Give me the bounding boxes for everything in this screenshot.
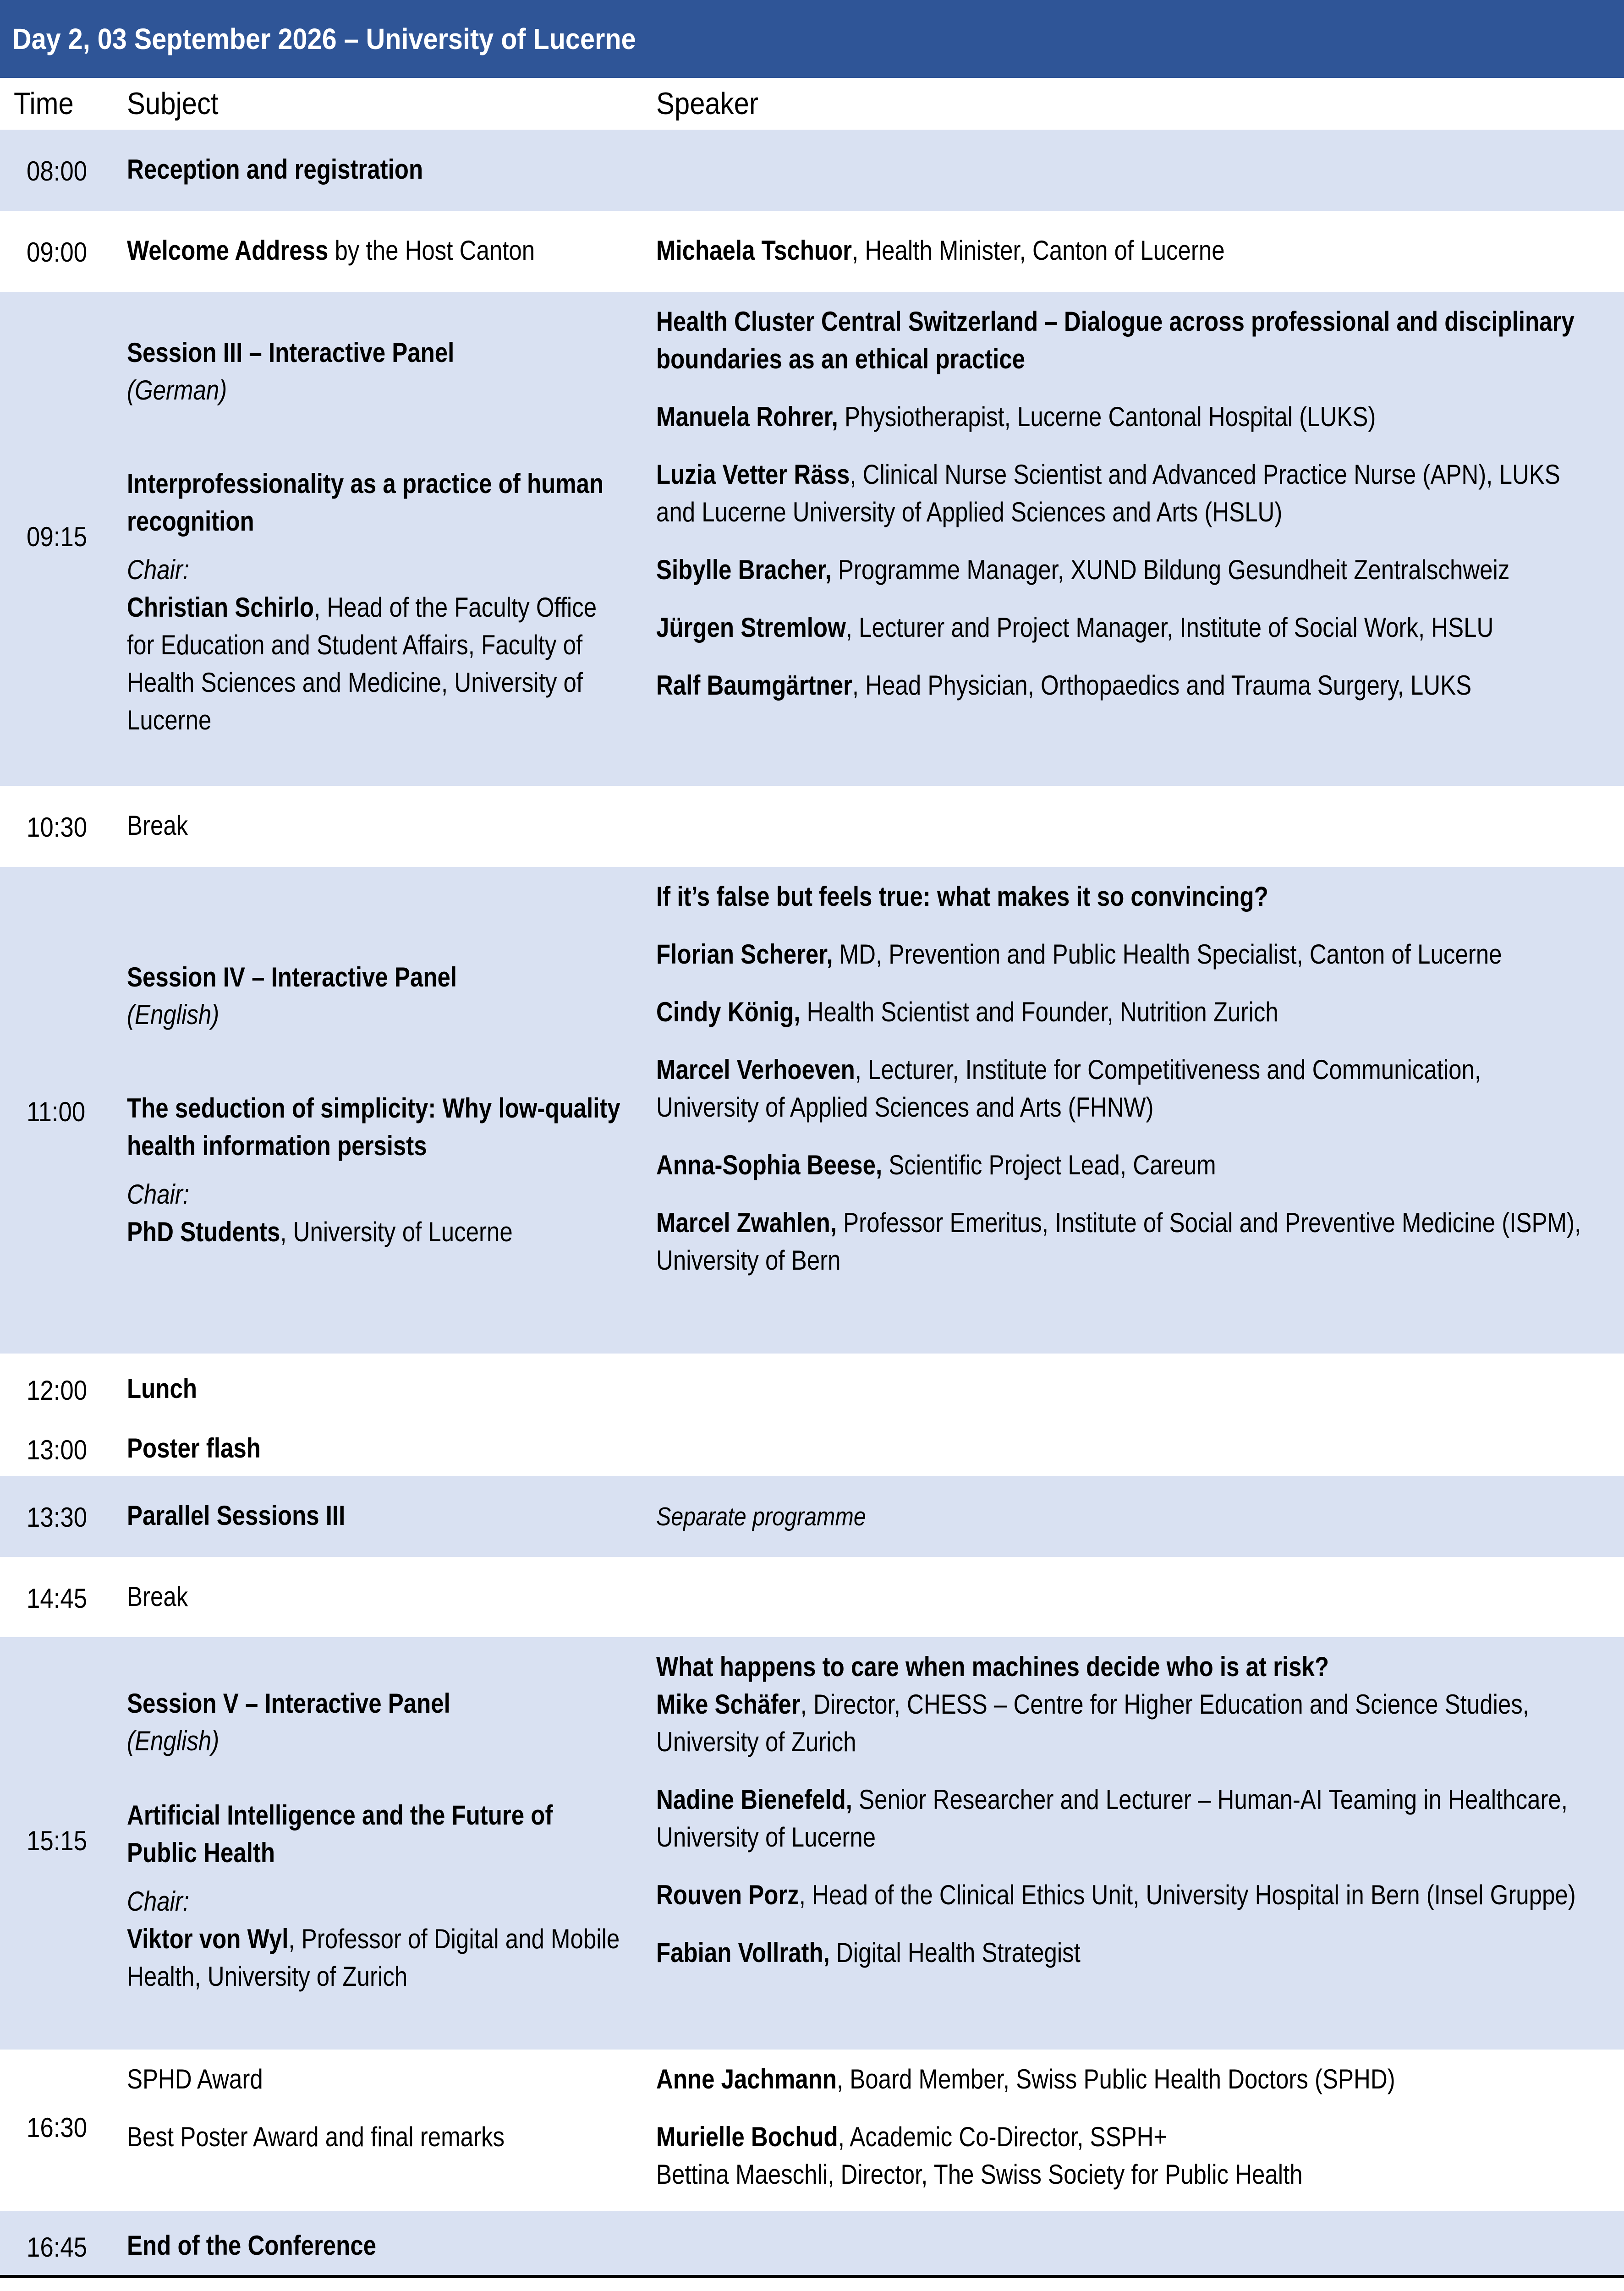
subject-cell: Reception and registration xyxy=(127,154,423,185)
speaker-entry xyxy=(656,1686,1583,1761)
chair-name: PhD Students xyxy=(127,1217,280,1247)
subject-cell xyxy=(127,232,624,269)
subject-cell: Parallel Sessions III xyxy=(127,1500,346,1531)
speaker-entry xyxy=(656,1781,1583,1856)
speaker-entry xyxy=(656,1934,1583,1972)
speaker-name: Anna-Sophia Beese, xyxy=(656,1150,883,1180)
speaker-entry xyxy=(656,1146,1583,1184)
speaker-role: Physiotherapist, Lucerne Cantonal Hospital (LUKS) xyxy=(838,401,1376,432)
session-topic: Interprofessionality as a practice of human recognition xyxy=(127,468,604,537)
speaker-cell xyxy=(656,232,1583,269)
speaker-role: Professor Emeritus, Institute of Social and Preventive Medicine (ISPM), University of Bern xyxy=(656,1207,1581,1276)
speaker-role: , Head of the Clinical Ethics Unit, University Hospital in Bern (Insel Gruppe) xyxy=(799,1880,1576,1910)
speaker-name: Fabian Vollrath, xyxy=(656,1937,830,1968)
row-1630 xyxy=(0,2050,1624,2211)
speaker-name: Marcel Verhoeven xyxy=(656,1054,855,1085)
speaker-entry xyxy=(656,609,1583,647)
panel-title: Health Cluster Central Switzerland – Dialogue across professional and disciplinary boundaries as an ethical practice xyxy=(656,306,1575,374)
subject-cell xyxy=(127,2061,624,2156)
subject-cell xyxy=(127,1685,624,1995)
time-cell: 13:30 xyxy=(27,1502,88,1533)
speaker-entry: Bettina Maeschli, Director, The Swiss Society for Public Health xyxy=(656,2159,1303,2190)
speaker-name: Ralf Baumgärtner xyxy=(656,670,852,701)
row-1445 xyxy=(0,1557,1624,1637)
chair-role: , Professor of Digital and Mobile Health, University of Zurich xyxy=(127,1924,620,1992)
speaker-entry xyxy=(656,993,1583,1031)
col-subject: Subject xyxy=(127,86,219,121)
time-cell: 08:00 xyxy=(27,156,88,186)
speaker-name: Michaela Tschuor xyxy=(656,235,852,266)
session-title: Session III – Interactive Panel xyxy=(127,337,455,368)
time-cell: 13:00 xyxy=(27,1435,88,1465)
speaker-role: , Clinical Nurse Scientist and Advanced Practice Nurse (APN), LUKS and Lucerne University of Applied Sciences and Arts (HSLU) xyxy=(656,459,1560,527)
subject-cell xyxy=(127,959,624,1251)
speaker-name: Anne Jachmann xyxy=(656,2064,837,2094)
row-0915 xyxy=(0,292,1624,786)
chair-label: Chair: xyxy=(127,1179,190,1210)
row-0800 xyxy=(0,130,1624,211)
time-cell: 15:15 xyxy=(27,1825,88,1856)
row-1200 xyxy=(0,1354,1624,1414)
row-1515 xyxy=(0,1637,1624,2050)
speaker-name: Cindy König, xyxy=(656,997,801,1027)
subject-cell: Break xyxy=(127,810,188,841)
session-language: (German) xyxy=(127,375,227,406)
speaker-role: , Head Physician, Orthopaedics and Trauma Surgery, LUKS xyxy=(852,670,1472,701)
chair-name: Viktor von Wyl xyxy=(127,1924,289,1954)
speaker-role: , Lecturer and Project Manager, Institute of Social Work, HSLU xyxy=(845,612,1494,643)
day-header xyxy=(0,0,1624,78)
speaker-entry xyxy=(656,551,1583,589)
subject-cell: Lunch xyxy=(127,1373,197,1404)
row-0900 xyxy=(0,211,1624,292)
speaker-entry xyxy=(656,936,1583,973)
subject-cell xyxy=(127,334,624,739)
speaker-role: , Board Member, Swiss Public Health Doctors (SPHD) xyxy=(836,2064,1395,2094)
speaker-role: Scientific Project Lead, Careum xyxy=(882,1150,1216,1180)
day-title: Day 2, 03 September 2026 – University of Lucerne xyxy=(12,22,636,55)
speaker-cell xyxy=(656,303,1583,704)
row-1645 xyxy=(0,2211,1624,2275)
session-topic: The seduction of simplicity: Why low-quality health information persists xyxy=(127,1093,620,1161)
speaker-name: Nadine Bienefeld, xyxy=(656,1784,852,1815)
subject-cell: Poster flash xyxy=(127,1433,261,1463)
speaker-role: Health Scientist and Founder, Nutrition Zurich xyxy=(800,997,1278,1027)
speaker-cell: Separate programme xyxy=(656,1502,866,1531)
time-cell: 10:30 xyxy=(27,812,88,843)
speaker-entry xyxy=(656,398,1583,436)
speaker-role: , Lecturer, Institute for Competitiveness and Communication, University of Applied Sciences and Arts (FHNW) xyxy=(656,1054,1481,1123)
speaker-name: Mike Schäfer xyxy=(656,1689,801,1720)
speaker-cell xyxy=(656,2061,1583,2193)
session-language: (English) xyxy=(127,999,219,1030)
speaker-role: Digital Health Strategist xyxy=(829,1937,1081,1968)
session-title: Session IV – Interactive Panel xyxy=(127,962,457,992)
speaker-name: Florian Scherer, xyxy=(656,939,833,970)
speaker-role: , Health Minister, Canton of Lucerne xyxy=(852,235,1225,266)
chair-label: Chair: xyxy=(127,1886,190,1917)
speaker-role: Programme Manager, XUND Bildung Gesundheit Zentralschweiz xyxy=(831,554,1510,585)
speaker-name: Marcel Zwahlen, xyxy=(656,1207,837,1238)
speaker-name: Manuela Rohrer, xyxy=(656,401,838,432)
panel-title: What happens to care when machines decide who is at risk? xyxy=(656,1651,1329,1682)
row-1100 xyxy=(0,867,1624,1354)
row-1300 xyxy=(0,1414,1624,1476)
speaker-entry xyxy=(656,1204,1583,1279)
time-cell: 09:00 xyxy=(27,237,88,268)
panel-title: If it’s false but feels true: what makes it so convincing? xyxy=(656,881,1268,912)
time-cell: 16:30 xyxy=(27,2112,88,2143)
row-1330 xyxy=(0,1476,1624,1557)
speaker-name: Sibylle Bracher, xyxy=(656,554,832,585)
speaker-role: , Director, CHESS – Centre for Higher Education and Science Studies, University of Zurich xyxy=(656,1689,1529,1757)
speaker-role: , Academic Co-Director, SSPH+ xyxy=(838,2121,1168,2152)
speaker-name: Luzia Vetter Räss xyxy=(656,459,850,490)
subject-cell: Break xyxy=(127,1581,188,1612)
time-cell: 14:45 xyxy=(27,1583,88,1614)
subject-line: SPHD Award xyxy=(127,2064,263,2094)
speaker-cell xyxy=(656,1648,1583,1972)
session-title: Session V – Interactive Panel xyxy=(127,1688,450,1719)
subject-line: Best Poster Award and final remarks xyxy=(127,2121,505,2152)
chair-role: , University of Lucerne xyxy=(280,1217,513,1247)
subject-cell: End of the Conference xyxy=(127,2230,377,2261)
time-cell: 11:00 xyxy=(27,1096,86,1127)
chair-label: Chair: xyxy=(127,554,190,585)
speaker-cell xyxy=(656,878,1583,1279)
speaker-name: Rouven Porz xyxy=(656,1880,799,1910)
speaker-name: Jürgen Stremlow xyxy=(656,612,846,643)
col-speaker: Speaker xyxy=(656,86,758,121)
speaker-entry xyxy=(656,667,1583,704)
column-headers xyxy=(0,78,1624,129)
chair-role: , Head of the Faculty Office for Education and Student Affairs, Faculty of Health Sciences and Medicine, University of Lucerne xyxy=(127,592,597,735)
session-language: (English) xyxy=(127,1726,219,1756)
speaker-entry xyxy=(656,456,1583,531)
speaker-name: Murielle Bochud xyxy=(656,2121,838,2152)
session-topic: Artificial Intelligence and the Future of Public Health xyxy=(127,1800,553,1868)
chair-name: Christian Schirlo xyxy=(127,592,314,623)
footer-rule xyxy=(0,2275,1624,2278)
row-1030 xyxy=(0,786,1624,867)
speaker-role: MD, Prevention and Public Health Specialist, Canton of Lucerne xyxy=(833,939,1502,970)
speaker-entry xyxy=(656,1876,1583,1914)
time-cell: 16:45 xyxy=(27,2232,88,2263)
speaker-role: Senior Researcher and Lecturer – Human-AI Teaming in Healthcare, University of Lucerne xyxy=(656,1784,1568,1853)
col-time: Time xyxy=(14,86,74,121)
subject-bold: Welcome Address xyxy=(127,235,329,266)
subject-rest: by the Host Canton xyxy=(328,235,535,266)
speaker-entry xyxy=(656,1051,1583,1126)
time-cell: 12:00 xyxy=(27,1375,88,1406)
time-cell: 09:15 xyxy=(27,521,88,552)
